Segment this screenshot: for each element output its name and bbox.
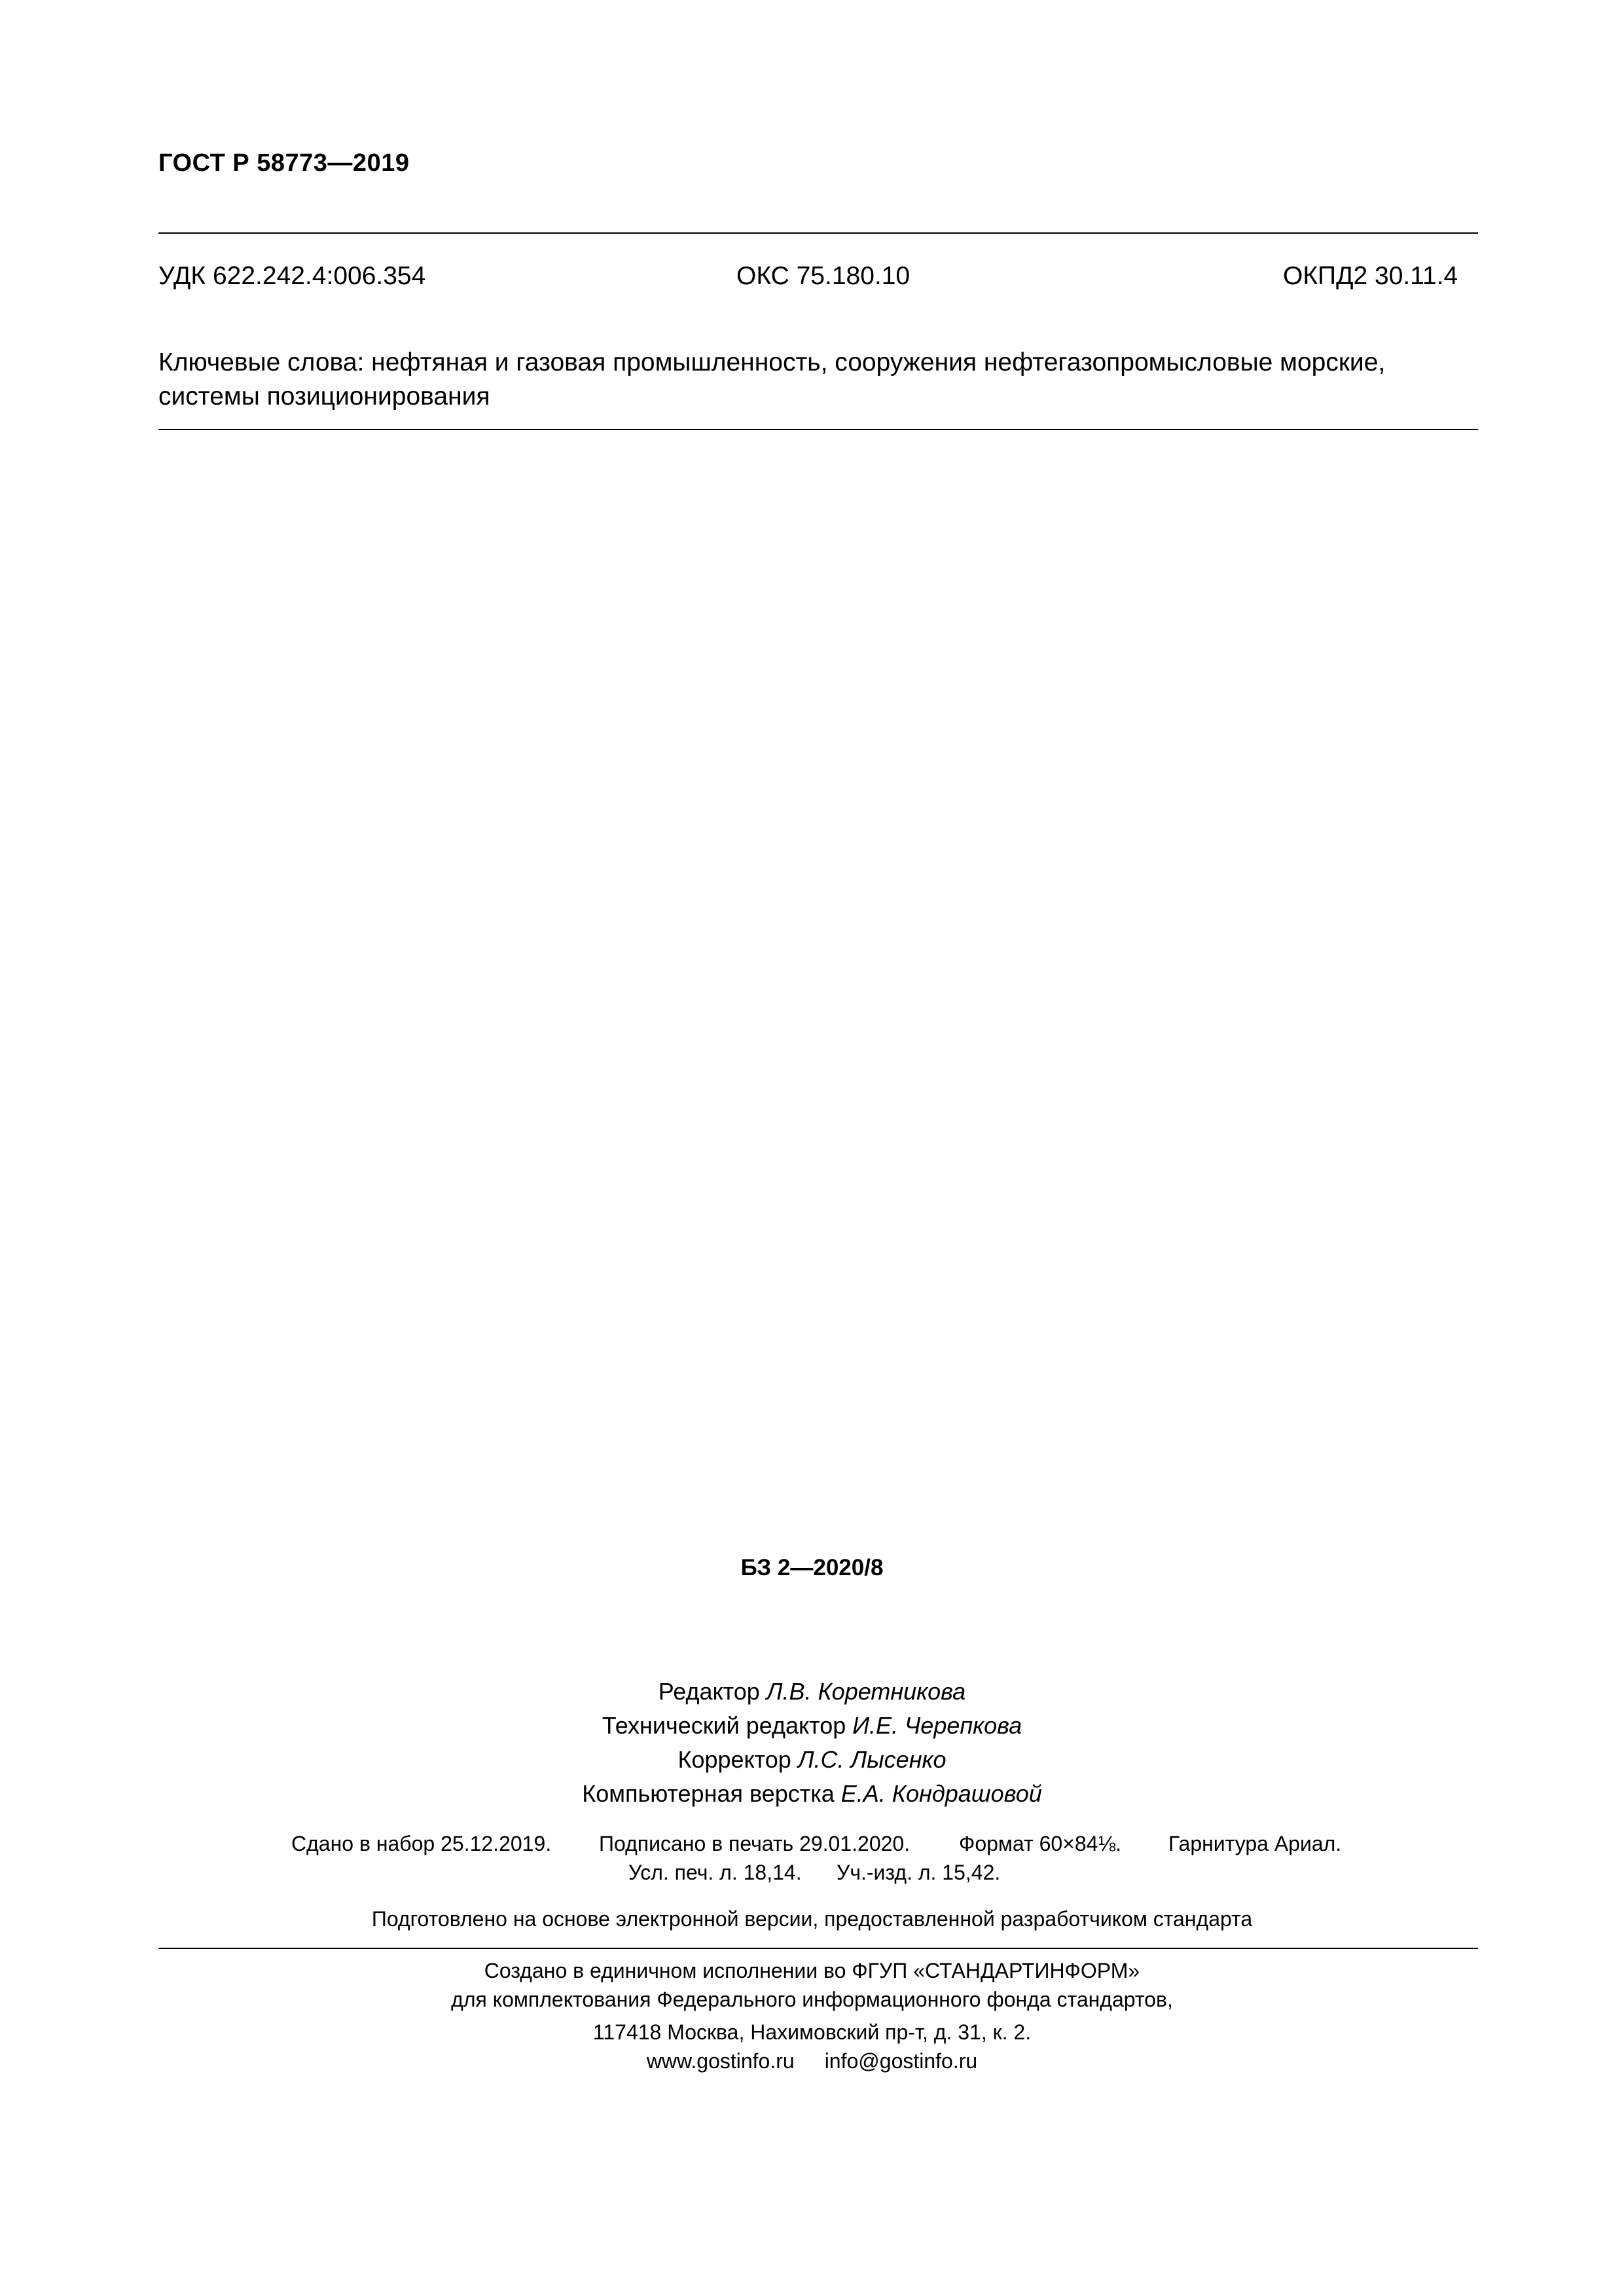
footer-website-link[interactable]: www.gostinfo.ru bbox=[646, 2049, 795, 2073]
prepared-note: Подготовлено на основе электронной версии, предоставленной разработчиком стандарта bbox=[371, 1907, 1253, 1931]
header-divider bbox=[158, 232, 1478, 234]
publisher-sheets: Уч.-изд. л. 15,42. bbox=[837, 1861, 1001, 1884]
print-submitted: Сдано в набор 25.12.2019. bbox=[291, 1832, 552, 1855]
credit-editor bbox=[0, 1675, 1624, 1709]
footer-line-1: Создано в единичном исполнении во ФГУП «СТАНДАРТИНФОРМ» bbox=[484, 1959, 1140, 1982]
okpd2-code: ОКПД2 30.11.4 bbox=[1283, 262, 1458, 290]
keywords-divider bbox=[158, 429, 1478, 430]
footer-divider bbox=[158, 1948, 1478, 1949]
credits-block bbox=[0, 1675, 1624, 1811]
footer-email-link[interactable]: info@gostinfo.ru bbox=[824, 2049, 978, 2073]
udk-code: УДК 622.242.4:006.354 bbox=[158, 262, 426, 290]
document-code: ГОСТ Р 58773—2019 bbox=[158, 149, 410, 177]
keywords-line-1: Ключевые слова: нефтяная и газовая промышленность, сооружения нефтегазопромысловые морские, bbox=[158, 348, 1386, 376]
print-typeface: Гарнитура Ариал. bbox=[1168, 1832, 1342, 1855]
bz-number: БЗ 2—2020/8 bbox=[740, 1555, 884, 1580]
credit-layout-name: Е.А. Кондрашовой bbox=[840, 1780, 1042, 1807]
credit-corrector bbox=[0, 1743, 1624, 1777]
footer-contacts bbox=[0, 2018, 1624, 2075]
credit-tech-editor-role: Технический редактор bbox=[602, 1712, 853, 1739]
credit-corrector-name: Л.С. Лысенко bbox=[797, 1746, 947, 1773]
footer-line-2: для комплектования Федерального информационного фонда стандартов, bbox=[451, 1988, 1173, 2011]
print-format: Формат 60×84⅛. bbox=[959, 1832, 1122, 1855]
footer-address: 117418 Москва, Нахимовский пр-т, д. 31, к. 2. bbox=[592, 2020, 1032, 2044]
credit-layout-role: Компьютерная верстка bbox=[582, 1780, 841, 1807]
print-sheets: Усл. печ. л. 18,14. bbox=[628, 1861, 802, 1884]
print-signed: Подписано в печать 29.01.2020. bbox=[599, 1832, 911, 1855]
credit-editor-role: Редактор bbox=[658, 1678, 767, 1705]
credit-tech-editor-name: И.Е. Черепкова bbox=[852, 1712, 1022, 1739]
credit-layout bbox=[0, 1777, 1624, 1811]
keywords-block bbox=[158, 346, 1478, 414]
oks-code: ОКС 75.180.10 bbox=[736, 262, 911, 290]
keywords-line-2: системы позиционирования bbox=[158, 382, 490, 410]
credit-corrector-role: Корректор bbox=[677, 1746, 798, 1773]
credit-tech-editor bbox=[0, 1709, 1624, 1743]
credit-editor-name: Л.В. Коретникова bbox=[766, 1678, 966, 1705]
footer-publisher bbox=[0, 1956, 1624, 2014]
footer-web-row bbox=[0, 2047, 1624, 2075]
